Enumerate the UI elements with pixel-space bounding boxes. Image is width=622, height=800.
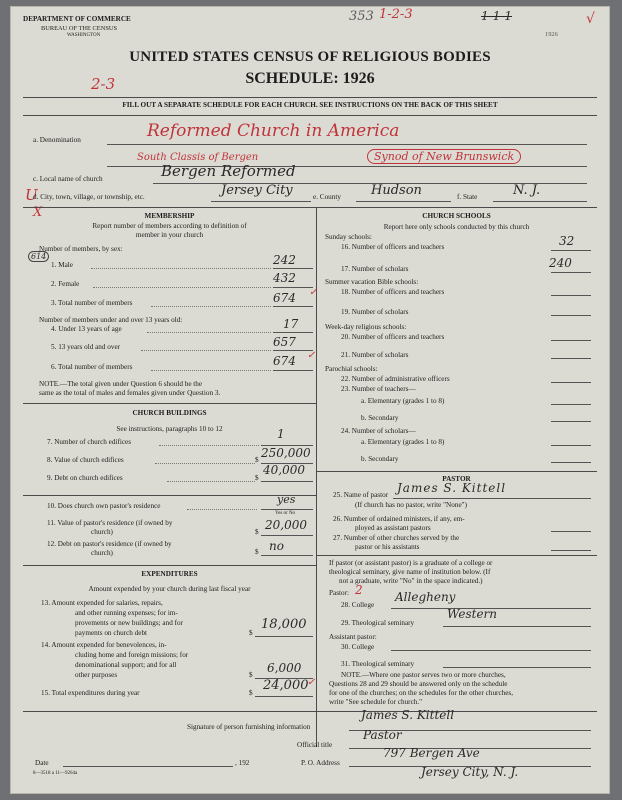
q23-label: 23. Number of teachers— [341,385,416,393]
dollar-sign: $ [249,689,253,697]
q13-label: 13. Amount expended for salaries, repairs, [41,599,163,607]
address-value-2: Jersey City, N. J. [421,765,519,779]
date-year: , 192 [235,759,250,767]
q18-label: 18. Number of officers and teachers [341,288,445,296]
college-note: If pastor (or assistant pastor) is a graduate of a college or [329,559,493,567]
q17-label: 17. Number of scholars [341,265,409,273]
q4-label: 4. Under 13 years of age [51,325,122,333]
q6-label: 6. Total number of members [51,363,133,371]
year-stamp: 1926 [545,31,558,38]
date-label: Date [35,759,49,767]
members-by-sex-label: Number of members, by sex: [39,245,123,253]
q23b-label: b. Secondary [361,414,399,422]
pastor-heading: PASTOR [442,475,471,483]
red-check-2: ✓ [307,350,316,361]
q19-label: 19. Number of scholars [341,308,409,316]
circled-number: 614 [28,251,49,262]
yes-no-hint: Yes or No [275,511,296,516]
q20-label: 20. Number of officers and teachers [341,333,445,341]
signature-value: James S. Kittell [361,708,455,722]
county-label: e. County [313,193,341,201]
pastor-note-2: Questions 28 and 29 should be answered only on the schedule [329,680,508,688]
q9-value: 40,000 [263,463,305,477]
pastor-sub-label: Pastor: [329,589,349,597]
official-title-label: Official title [297,741,333,749]
q11-label: 11. Value of pastor's residence (if owned by [47,519,173,527]
dollar-sign: $ [255,474,259,482]
q14-label-3: denominational support; and for all [75,661,177,669]
denomination-label: a. Denomination [33,136,81,144]
instruction-banner: FILL OUT A SEPARATE SCHEDULE FOR EACH CHURCH. SEE INSTRUCTIONS ON THE BACK OF THIS SHEET [122,101,498,109]
membership-note: Report number of members according to definition of [92,222,247,230]
q15-label: 15. Total expenditures during year [41,689,140,697]
local-name-label: c. Local name of church [33,175,103,183]
college-value: Allegheny [395,590,456,604]
expenditures-heading: EXPENDITURES [141,570,198,578]
dollar-sign: $ [249,671,253,679]
weekday-schools-label: Week-day religious schools: [325,323,407,331]
q2-value: 432 [273,271,296,285]
pastor-name-value: James S. Kittell [397,481,507,495]
q15-value: 24,000 [263,678,309,693]
buildings-heading: CHURCH BUILDINGS [132,409,207,417]
q26-label-2: ployed as assistant pastors [355,524,431,532]
q9-label: 9. Debt on church edifices [47,474,123,482]
pastor-red-mark: 2 [355,583,363,597]
dollar-sign: $ [255,456,259,464]
q1-label: 1. Male [51,261,73,269]
dollar-sign: $ [255,548,259,556]
over-under-label: Number of members under and over 13 years old: [39,316,183,324]
q13-value: 18,000 [261,617,307,632]
state-value: N. J. [513,183,541,198]
q24-label: 24. Number of scholars— [341,427,416,435]
q12-label: 12. Debt on pastor's residence (if owned by [47,540,172,548]
q11-value: 20,000 [265,518,307,532]
q27-label-2: pastor or his assistants [355,543,420,551]
q13-label-4: payments on church debt [75,629,148,637]
membership-footnote: NOTE.—The total given under Question 6 should be the [39,380,203,388]
q8-label: 8. Value of church edifices [47,456,124,464]
schools-note: Report here only schools conducted by this church [383,223,530,231]
college-note-2: theological seminary, give name of institution below. (If [329,568,491,576]
q1-value: 242 [273,253,296,267]
seminary-value: Western [447,607,498,621]
q22-label: 22. Number of administrative officers [341,375,450,383]
form-number: 8—3518 a 11—9264a [33,771,78,776]
q10-label: 10. Does church own pastor's residence [47,502,161,510]
city-value: Jersey City [221,183,293,198]
q8-value: 250,000 [261,446,311,460]
crossed-mark: 1-1-1 [481,9,513,23]
q27-label: 27. Number of other churches served by the [333,534,460,542]
red-check: ✓ [309,287,318,298]
q3-label: 3. Total number of members [51,299,133,307]
q12-label-b: church) [91,549,113,557]
q16-value: 32 [559,234,575,248]
q30-label: 30. College [341,643,375,651]
schools-heading: CHURCH SCHOOLS [422,212,491,220]
q5-label: 5. 13 years old and over [51,343,121,351]
county-value: Hudson [371,183,422,198]
q4-value: 17 [283,317,299,331]
file-number: 353 [349,9,374,24]
local-name-value: Bergen Reformed [161,162,296,180]
q24a-label: a. Elementary (grades 1 to 8) [361,438,445,446]
red-file-mark: 1-2-3 [379,7,413,22]
college-note-3: not a graduate, write "No" in the space indicated.) [339,577,483,585]
q17-value: 240 [549,256,572,270]
q7-label: 7. Number of church edifices [47,438,132,446]
city-town-label: d. City, town, village, or township, etc. [33,193,145,201]
assistant-pastor-label: Assistant pastor: [329,633,377,641]
form-title: UNITED STATES CENSUS OF RELIGIOUS BODIES [129,49,491,65]
dollar-sign: $ [255,528,259,536]
q7-value: 1 [277,427,285,441]
membership-footnote-2: same as the total of males and females given under Question 3. [39,389,221,397]
dollar-sign: $ [249,629,253,637]
q16-label: 16. Number of officers and teachers [341,243,445,251]
q13-label-2: and other running expenses; for im- [75,609,178,617]
q28-label: 28. College [341,601,375,609]
schedule-title: SCHEDULE: 1926 [245,70,375,87]
signature-label: Signature of person furnishing information [187,723,311,731]
department-label: DEPARTMENT OF COMMERCE [23,15,131,23]
official-title-value: Pastor [363,728,402,742]
membership-note-2: member in your church [135,231,204,239]
q2-label: 2. Female [51,280,80,288]
q31-label: 31. Theological seminary [341,660,415,668]
state-label: f. State [457,193,478,201]
q10-value: yes [277,493,296,506]
q3-value: 674 [273,291,296,305]
q6-value: 674 [273,354,296,368]
q24b-label: b. Secondary [361,455,399,463]
q26-label: 26. Number of ordained ministers, if any, em- [333,515,465,523]
city-label: WASHINGTON [67,33,101,38]
census-schedule [10,6,610,794]
q12-value: no [269,539,284,553]
pastor-note: NOTE.—Where one pastor serves two or more churches, [341,671,506,679]
red-code: 2-3 [91,75,116,93]
parochial-schools-label: Parochial schools: [325,365,378,373]
bureau-label: BUREAU OF THE CENSUS [41,25,118,32]
expenditures-note: Amount expended by your church during last fiscal year [88,585,251,593]
denomination-value: Reformed Church in America [147,121,400,141]
buildings-note: See instructions, paragraphs 10 to 12 [116,425,223,433]
q14-value: 6,000 [267,661,302,675]
membership-heading: MEMBERSHIP [144,212,195,220]
q25-note: (If church has no pastor, write "None") [355,501,467,509]
po-address-label: P. O. Address [301,759,340,767]
q29-label: 29. Theological seminary [341,619,415,627]
q25-label: 25. Name of pastor [333,491,389,499]
red-x-mark: X [33,205,43,220]
q11-label-b: church) [91,528,113,536]
q23a-label: a. Elementary (grades 1 to 8) [361,397,445,405]
q13-label-3: provements or new buildings; and for [75,619,183,627]
check-mark: √ [586,11,595,27]
pastor-note-4: write "See schedule for church." [329,698,423,706]
summer-schools-label: Summer vacation Bible schools: [325,278,419,286]
synod-value: Synod of New Brunswick [367,149,521,164]
red-check-3: ✓ [307,677,316,688]
q14-label-4: other purposes [75,671,118,679]
classis-value: South Classis of Bergen [137,152,259,163]
q14-label: 14. Amount expended for benevolences, in- [41,641,167,649]
pastor-note-3: for one of the churches; on the schedules for the other churches, [329,689,514,697]
q21-label: 21. Number of scholars [341,351,409,359]
q14-label-2: cluding home and foreign missions; for [75,651,189,659]
address-value: 797 Bergen Ave [383,746,480,760]
red-margin-mark: U [25,186,38,204]
sunday-schools-label: Sunday schools: [325,233,372,241]
q5-value: 657 [273,335,296,349]
